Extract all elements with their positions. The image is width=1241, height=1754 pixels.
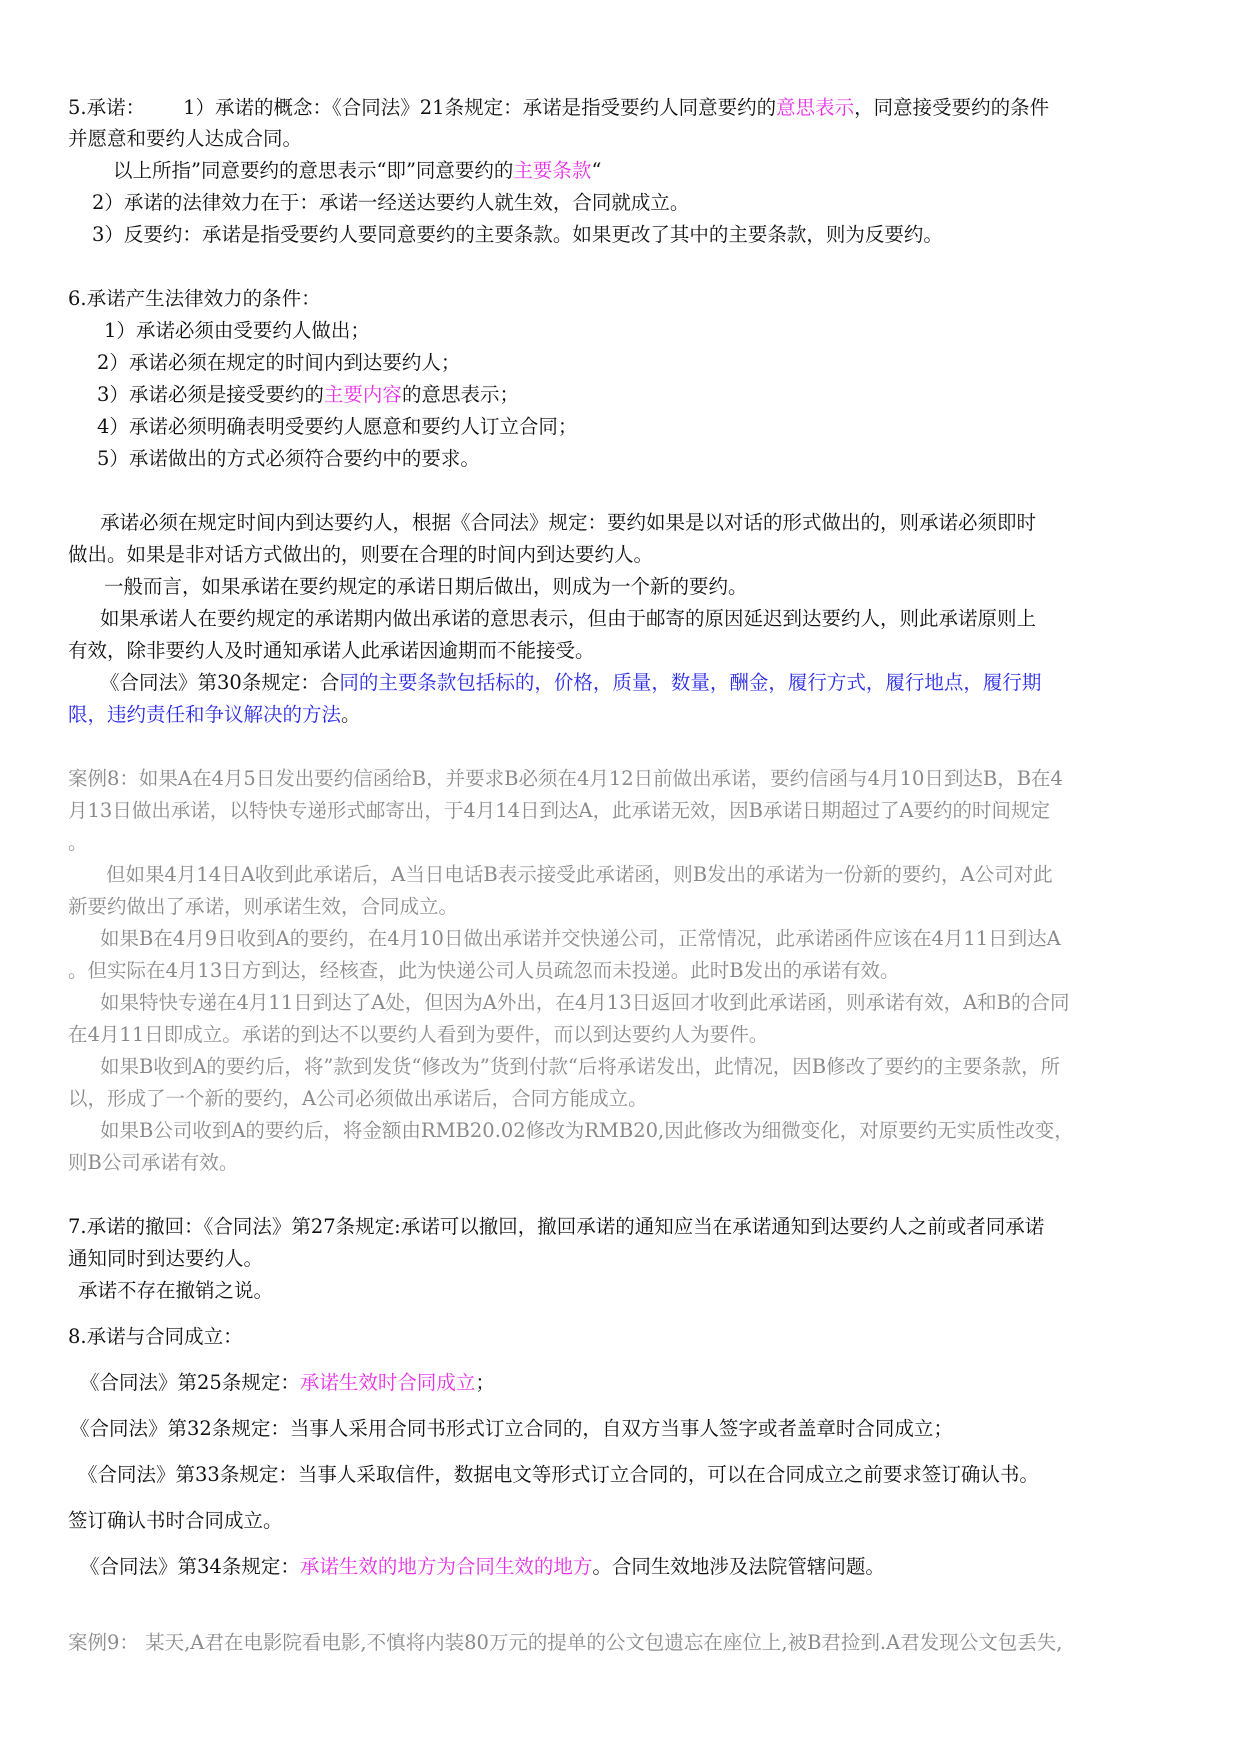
paragraph-line: 限，违约责任和争议解决的方法。 bbox=[68, 703, 361, 726]
case8-line: 则B公司承诺有效。 bbox=[68, 1151, 239, 1174]
section5-line4: 2）承诺的法律效力在于：承诺一经送达要约人就生效，合同就成立。 bbox=[92, 191, 690, 214]
highlight-text: 承诺生效时合同成立 bbox=[299, 1371, 476, 1394]
paragraph-line: 有效，除非要约人及时通知承诺人此承诺因逾期而不能接受。 bbox=[68, 639, 595, 662]
section7-line: 7.承诺的撤回：《合同法》第27条规定:承诺可以撤回，撤回承诺的通知应当在承诺通知到达要约人之前或者同承诺 bbox=[68, 1215, 1045, 1238]
case8-line: 如果B收到A的要约后，将”款到发货“修改为”货到付款“后将承诺发出，此情况，因B修改了要约的主要条款，所 bbox=[100, 1055, 1061, 1078]
section8-line: 《合同法》第34条规定：承诺生效的地方为合同生效的地方。合同生效地涉及法院管辖问题。 bbox=[80, 1555, 885, 1578]
section6-item: 3）承诺必须是接受要约的主要内容的意思表示； bbox=[97, 383, 519, 406]
paragraph-line: 做出。如果是非对话方式做出的，则要在合理的时间内到达要约人。 bbox=[68, 543, 654, 566]
section5-line1: 5.承诺： 1）承诺的概念：《合同法》21条规定：承诺是指受要约人同意要约的意思表示，同意接受要约的条件 bbox=[68, 96, 1050, 119]
section8-title: 8.承诺与合同成立： bbox=[68, 1325, 243, 1348]
highlight-text: 限，违约责任和争议解决的方法 bbox=[68, 703, 342, 726]
section6-item: 1）承诺必须由受要约人做出； bbox=[104, 319, 370, 342]
section6-title: 6.承诺产生法律效力的条件： bbox=[68, 287, 321, 310]
section5-heading: 5.承诺： bbox=[68, 96, 146, 119]
highlight-text: 主要内容 bbox=[323, 383, 402, 406]
case8-line: 如果B在4月9日收到A的要约，在4月10日做出承诺并交快递公司，正常情况，此承诺函件应该在4月11日到达A bbox=[100, 927, 1061, 950]
section8-line: 《合同法》第25条规定：承诺生效时合同成立； bbox=[80, 1371, 495, 1394]
highlight-text: 承诺生效的地方为合同生效的地方 bbox=[299, 1555, 593, 1578]
case8-line: 在4月11日即成立。承诺的到达不以要约人看到为要件，而以到达要约人为要件。 bbox=[68, 1023, 769, 1046]
section5-line3: 以上所指”同意要约的意思表示“即”同意要约的主要条款“ bbox=[113, 159, 602, 182]
section6-item: 4）承诺必须明确表明受要约人愿意和要约人订立合同； bbox=[97, 415, 578, 438]
case8-line: 案例8：如果A在4月5日发出要约信函给B，并要求B必须在4月12日前做出承诺，要约信函与4月10日到达B，B在4 bbox=[68, 767, 1063, 790]
case8-line: 如果特快专递在4月11日到达了A处，但因为A外出，在4月13日返回才收到此承诺函，则承诺有效，A和B的合同 bbox=[100, 991, 1070, 1014]
highlight-text: 主要条款 bbox=[513, 159, 592, 182]
section6-item: 2）承诺必须在规定的时间内到达要约人； bbox=[97, 351, 461, 374]
case8-line: 新要约做出了承诺，则承诺生效，合同成立。 bbox=[68, 895, 459, 918]
paragraph-line: 一般而言，如果承诺在要约规定的承诺日期后做出，则成为一个新的要约。 bbox=[104, 575, 748, 598]
section5-line5: 3）反要约：承诺是指受要约人要同意要约的主要条款。如果更改了其中的主要条款，则为反要约。 bbox=[92, 223, 943, 246]
section8-line: 《合同法》第32条规定：当事人采用合同书形式订立合同的，自双方当事人签字或者盖章时合同成立； bbox=[70, 1417, 953, 1440]
case8-line: 如果B公司收到A的要约后，将金额由RMB20.02修改为RMB20,因此修改为细微变化，对原要约无实质性改变， bbox=[100, 1119, 1074, 1142]
case8-line: 月13日做出承诺，以特快专递形式邮寄出，于4月14日到达A，此承诺无效，因B承诺日期超过了A要约的时间规定 bbox=[68, 799, 1051, 822]
section8-line: 《合同法》第33条规定：当事人采取信件，数据电文等形式订立合同的，可以在合同成立之前要求签订确认书。 bbox=[78, 1463, 1039, 1486]
case9-line: 案例9： 某天,A君在电影院看电影,不慎将内装80万元的提单的公文包遗忘在座位上,被B君捡到.A君发现公文包丢失, bbox=[68, 1631, 1063, 1654]
section8-line: 签订确认书时合同成立。 bbox=[68, 1509, 283, 1532]
section6-item: 5）承诺做出的方式必须符合要约中的要求。 bbox=[97, 447, 480, 470]
section7-line: 通知同时到达要约人。 bbox=[68, 1247, 264, 1270]
highlight-text: 意思表示 bbox=[776, 96, 855, 119]
paragraph-line: 《合同法》第30条规定：合同的主要条款包括标的，价格，质量，数量，酬金，履行方式，履行地点，履行期 bbox=[100, 671, 1042, 694]
case8-line: 。但实际在4月13日方到达，经核查，此为快递公司人员疏忽而未投递。此时B发出的承诺有效。 bbox=[68, 959, 900, 982]
section7-line: 承诺不存在撤销之说。 bbox=[78, 1279, 274, 1302]
section5-line2: 并愿意和要约人达成合同。 bbox=[68, 127, 303, 150]
paragraph-line: 承诺必须在规定时间内到达要约人，根据《合同法》规定：要约如果是以对话的形式做出的，则承诺必须即时 bbox=[100, 511, 1037, 534]
highlight-text: 同的主要条款包括标的，价格，质量，数量，酬金，履行方式，履行地点，履行期 bbox=[339, 671, 1042, 694]
paragraph-line: 如果承诺人在要约规定的承诺期内做出承诺的意思表示，但由于邮寄的原因延迟到达要约人，则此承诺原则上 bbox=[100, 607, 1037, 630]
case8-line: 。 bbox=[68, 831, 88, 854]
case8-line: 以，形成了一个新的要约，A公司必须做出承诺后，合同方能成立。 bbox=[68, 1087, 648, 1110]
case8-line: 但如果4月14日A收到此承诺后，A当日电话B表示接受此承诺函，则B发出的承诺为一份新的要约，A公司对此 bbox=[106, 863, 1053, 886]
